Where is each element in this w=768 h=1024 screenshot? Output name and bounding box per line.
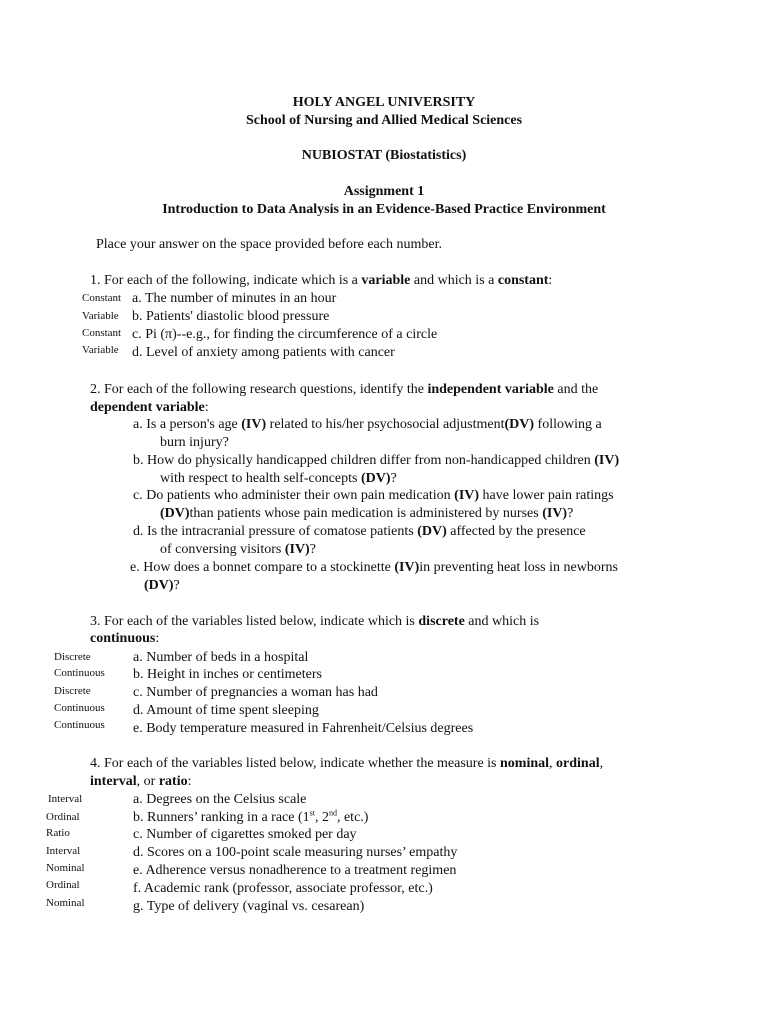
q1-item-b: b. Patients' diastolic blood pressure [132, 309, 330, 324]
q2-item-b-line2: with respect to health self-concepts (DV)? [160, 471, 397, 486]
q3-item-c: c. Number of pregnancies a woman has had [133, 685, 378, 700]
q4-answer-a[interactable]: Interval [48, 793, 83, 805]
q3-item-b: b. Height in inches or centimeters [133, 667, 322, 682]
q4-answer-c[interactable]: Ratio [46, 827, 70, 839]
q1-answer-d[interactable]: Variable [82, 344, 119, 356]
q4-item-d: d. Scores on a 100-point scale measuring nurses’ empathy [133, 845, 458, 860]
q2-item-a-line2: burn injury? [160, 435, 229, 450]
q3-answer-e[interactable]: Continuous [54, 719, 105, 731]
q2-item-c-line1: c. Do patients who administer their own pain medication (IV) have lower pain ratings [133, 488, 614, 503]
q4-item-c: c. Number of cigarettes smoked per day [133, 827, 357, 842]
instruction: Place your answer on the space provided before each number. [96, 237, 442, 252]
q2-item-e-line1: e. How does a bonnet compare to a stockinette (IV)in preventing heat loss in newborns [130, 560, 618, 575]
q2-item-d-line2: of conversing visitors (IV)? [160, 542, 316, 557]
q3-item-a: a. Number of beds in a hospital [133, 650, 309, 665]
q2-item-d-line1: d. Is the intracranial pressure of comatose patients (DV) affected by the presence [133, 524, 586, 539]
q2-prompt-line1: 2. For each of the following research questions, identify the independent variable and the [90, 382, 599, 397]
q1-prompt: 1. For each of the following, indicate which is a variable and which is a constant: [90, 273, 553, 288]
q4-answer-e[interactable]: Nominal [46, 862, 85, 874]
q4-answer-d[interactable]: Interval [46, 845, 81, 857]
q2-prompt-line2: dependent variable: [90, 400, 209, 415]
q4-item-b: b. Runners’ ranking in a race (1st, 2nd, etc.) [133, 808, 369, 825]
q1-item-d: d. Level of anxiety among patients with cancer [132, 345, 395, 360]
q4-answer-g[interactable]: Nominal [46, 897, 85, 909]
q4-answer-b[interactable]: Ordinal [46, 811, 80, 823]
course-title: NUBIOSTAT (Biostatistics) [301, 148, 467, 163]
q1-item-c: c. Pi (π)--e.g., for finding the circumference of a circle [132, 327, 438, 342]
assignment-label: Assignment 1 [343, 184, 425, 199]
q3-item-d: d. Amount of time spent sleeping [133, 703, 319, 718]
q3-answer-b[interactable]: Continuous [54, 667, 105, 679]
q2-item-a-line1: a. Is a person's age (IV) related to his/her psychosocial adjustment(DV) following a [133, 417, 602, 432]
q3-answer-d[interactable]: Continuous [54, 702, 105, 714]
university-name: HOLY ANGEL UNIVERSITY [292, 95, 476, 110]
q3-answer-a[interactable]: Discrete [54, 651, 91, 663]
q1-answer-b[interactable]: Variable [82, 310, 119, 322]
q1-item-a: a. The number of minutes in an hour [132, 291, 337, 306]
q2-item-c-line2: (DV)than patients whose pain medication is administered by nurses (IV)? [160, 506, 574, 521]
q1-answer-a[interactable]: Constant [82, 292, 122, 304]
q4-item-f: f. Academic rank (professor, associate professor, etc.) [133, 881, 433, 896]
q2-item-b-line1: b. How do physically handicapped children differ from non-handicapped children (IV) [133, 453, 620, 468]
q3-prompt-line1: 3. For each of the variables listed below, indicate which is discrete and which is [90, 614, 540, 629]
school-name: School of Nursing and Allied Medical Sciences [245, 113, 523, 128]
q4-item-a: a. Degrees on the Celsius scale [133, 792, 307, 807]
q4-item-g: g. Type of delivery (vaginal vs. cesarean) [133, 899, 365, 914]
q1-answer-c[interactable]: Constant [82, 327, 122, 339]
q3-item-e: e. Body temperature measured in Fahrenheit/Celsius degrees [133, 721, 474, 736]
q4-prompt-line1: 4. For each of the variables listed below, indicate whether the measure is nominal, ordinal, [90, 756, 604, 771]
q3-answer-c[interactable]: Discrete [54, 685, 91, 697]
q4-prompt-line2: interval, or ratio: [90, 774, 192, 789]
q2-item-e-line2: (DV)? [144, 578, 180, 593]
assignment-title: Introduction to Data Analysis in an Evidence-Based Practice Environment [162, 202, 606, 217]
q4-item-e: e. Adherence versus nonadherence to a treatment regimen [133, 863, 457, 878]
q3-prompt-line2: continuous: [90, 631, 160, 646]
q4-answer-f[interactable]: Ordinal [46, 879, 80, 891]
